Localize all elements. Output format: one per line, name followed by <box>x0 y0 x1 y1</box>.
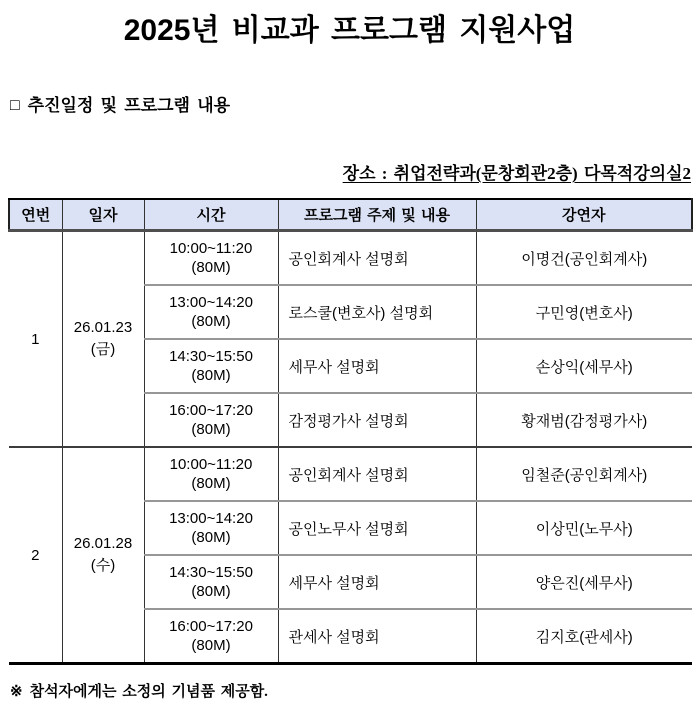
footnote-text: 참석자에게는 소정의 기념품 제공함. <box>29 684 268 700</box>
date-value: 26.01.23 <box>73 319 133 336</box>
location-line <box>8 162 691 185</box>
session-time <box>144 555 278 609</box>
column-header-time: 시간 <box>144 199 278 231</box>
session-speaker: 김지호(관세사) <box>476 609 692 664</box>
session-speaker: 이상민(노무사) <box>476 501 692 555</box>
session-speaker: 구민영(변호사) <box>476 285 692 339</box>
table-header-row <box>9 199 692 231</box>
time-duration: (80M) <box>191 421 231 438</box>
time-range: 10:00~11:20 <box>169 456 253 473</box>
session-program: 세무사 설명회 <box>278 339 476 393</box>
session-time <box>144 231 278 286</box>
table-row <box>9 231 692 286</box>
location-note: 장소 : 취업전략과(문창회관2층) 다목적강의실2 <box>342 164 691 183</box>
schedule-table <box>8 198 693 665</box>
group-number: 2 <box>9 447 62 664</box>
time-duration: (80M) <box>191 529 231 546</box>
session-program: 공인노무사 설명회 <box>278 501 476 555</box>
section-heading <box>10 95 691 118</box>
time-duration: (80M) <box>191 313 231 330</box>
session-speaker: 황재범(감정평가사) <box>476 393 692 447</box>
time-range: 13:00~14:20 <box>169 510 253 527</box>
session-time <box>144 393 278 447</box>
time-duration: (80M) <box>191 583 231 600</box>
time-duration: (80M) <box>191 367 231 384</box>
session-program: 관세사 설명회 <box>278 609 476 664</box>
session-speaker: 양은진(세무사) <box>476 555 692 609</box>
session-speaker: 이명건(공인회계사) <box>476 231 692 286</box>
date-value: 26.01.28 <box>73 535 133 552</box>
date-weekday: (금) <box>90 341 116 358</box>
group-number: 1 <box>9 231 62 448</box>
time-duration: (80M) <box>191 259 231 276</box>
time-range: 13:00~14:20 <box>169 294 253 311</box>
time-range: 16:00~17:20 <box>169 402 253 419</box>
time-duration: (80M) <box>191 475 231 492</box>
date-weekday: (수) <box>90 557 116 574</box>
group-date <box>62 231 144 448</box>
session-time <box>144 285 278 339</box>
table-row <box>9 447 692 501</box>
session-program: 감정평가사 설명회 <box>278 393 476 447</box>
column-header-speaker: 강연자 <box>476 199 692 231</box>
session-program: 로스쿨(변호사) 설명회 <box>278 285 476 339</box>
session-speaker: 손상익(세무사) <box>476 339 692 393</box>
column-header-program: 프로그램 주제 및 내용 <box>278 199 476 231</box>
session-time <box>144 447 278 501</box>
time-duration: (80M) <box>191 637 231 654</box>
session-program: 공인회계사 설명회 <box>278 447 476 501</box>
time-range: 16:00~17:20 <box>169 618 253 635</box>
square-bullet-icon: □ <box>10 97 20 114</box>
session-time <box>144 609 278 664</box>
reference-mark-icon: ※ <box>10 684 23 700</box>
column-header-date: 일자 <box>62 199 144 231</box>
section-heading-label: 추진일정 및 프로그램 내용 <box>27 96 231 115</box>
session-time <box>144 501 278 555</box>
time-range: 14:30~15:50 <box>169 564 253 581</box>
session-time <box>144 339 278 393</box>
time-range: 10:00~11:20 <box>169 240 253 257</box>
group-date <box>62 447 144 664</box>
time-range: 14:30~15:50 <box>169 348 253 365</box>
column-header-no: 연번 <box>9 199 62 231</box>
session-program: 세무사 설명회 <box>278 555 476 609</box>
session-program: 공인회계사 설명회 <box>278 231 476 286</box>
page-title: 2025년 비교과 프로그램 지원사업 <box>123 14 576 47</box>
footnote <box>10 682 691 703</box>
session-speaker: 임철준(공인회계사) <box>476 447 692 501</box>
